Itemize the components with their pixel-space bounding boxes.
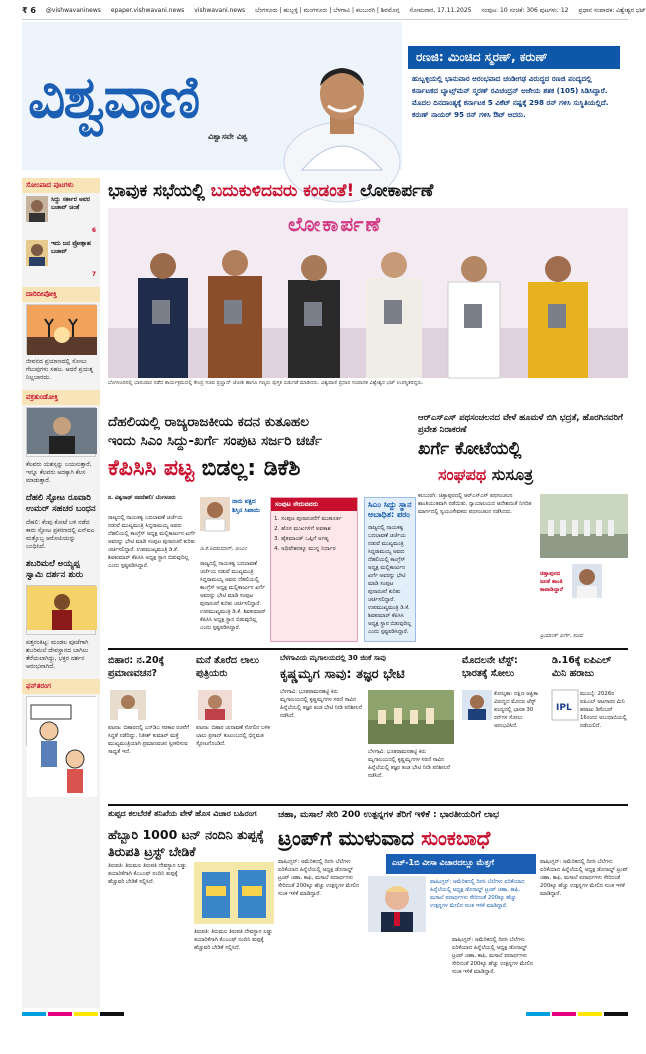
politics-main-headline[interactable] <box>108 455 408 483</box>
dks-photo <box>200 497 230 531</box>
ipl-logo <box>552 690 578 720</box>
dks-quote-attribution: ಡಿ.ಕೆ.ಶಿವಕುಮಾರ್, ಡಿಸಿಎಂ <box>200 546 248 552</box>
rss-headline-red: ಸಂಘಪಥ <box>438 465 487 484</box>
trump-kicker[interactable]: ಚಹಾ, ಮಸಾಲೆ ಸೇರಿ 200 ಉತ್ಪನ್ನಗಳ ತೆರಿಗೆ ಇಳಿಕೆ : ಭಾರತೀಯರಿಗೆ ಲಾಭ <box>278 810 500 820</box>
edition-cities: ಬೆಂಗಳೂರು | ಹುಬ್ಬಳ್ಳಿ | ಮಂಗಳೂರು | ಬೆಳಗಾವಿ | ಕಲಬುರಗಿ | ಶಿವಮೊಗ್ಗ <box>255 6 400 14</box>
test-match-headline[interactable]: ಮೊದಲನೇ ಟೆಸ್ಟ್: ಭಾರತಕ್ಕೆ ಸೋಲು <box>462 655 518 679</box>
nandini-ghee-photo <box>194 862 274 924</box>
belagavi-body-col-2: ಬೆಳಗಾವಿ: ಭೂತರಾಮನಹಟ್ಟಿ ಕಿರು ಮೃಗಾಲಯದಲ್ಲಿ ಕೃಷ್ಣಮೃಗಗಳ ಸರಣಿ ಸಾವಿನ ಹಿನ್ನೆಲೆಯಲ್ಲಿ ತಜ್ಞರ ತಂಡ ಭೇಟಿ ನೀಡಿ ಪರಿಶೀಲನೆ ನಡೆಸಿದೆ. <box>368 749 450 779</box>
sidebar-story-2-body: ಪತ್ತನಂತಿಟ್ಟ: ಮಂಡಲ ಪೂಜೆಗಾಗಿ ಶಬರಿಮಲೆ ದೇವಸ್ಥಾನದ ಬಾಗಿಲು ತೆರೆಯಲಾಗಿದ್ದು, ಭಕ್ತರ ದರ್ಶನ ಆರಂಭವಾಗಿದೆ. <box>26 639 89 670</box>
section-divider-2 <box>108 804 628 806</box>
belagavi-kicker[interactable]: ಬೆಳಗಾವಿಯ ಮೃಗಾಲಯದಲ್ಲಿ 30 ಜಿಂಕೆ ಸಾವು <box>280 654 386 662</box>
sidebar-item-2-page: 7 <box>91 271 96 278</box>
trump-body-col-3: ವಾಷಿಂಗ್ಟನ್: ಅಮೆರಿಕದಲ್ಲಿ ದಿನಸಿ ಬೆಲೆಗಳು ಏರಿಕೆಯಾದ ಹಿನ್ನೆಲೆಯಲ್ಲಿ ಅಧ್ಯಕ್ಷ ಡೊನಾಲ್ಡ್ ಟ್ರಂಪ್ ಚಹಾ, ಕಾಫಿ, ಮಸಾಲೆ ಪದಾರ್ಥಗಳು ಸೇರಿದಂತೆ 200ಕ್ಕೂ ಹೆಚ್ಚು ಉತ್ಪನ್ನಗಳ ಮೇಲಿನ ಸುಂಕ ಇಳಿಕೆ ಮಾಡಿದ್ದಾರೆ. <box>540 859 628 897</box>
blackbuck-inspection-photo <box>368 690 454 744</box>
columnist-photo-2 <box>26 240 48 266</box>
trump-photo <box>368 876 426 932</box>
test-match-body: ಕೋಲ್ಕತಾ: ದಕ್ಷಿಣ ಆಫ್ರಿಕಾ ವಿರುದ್ಧದ ಮೊದಲ ಟೆಸ್ಟ್ ಪಂದ್ಯದಲ್ಲಿ ಭಾರತ 30 ರನ್‌ಗಳ ಸೋಲು ಅನುಭವಿಸಿದೆ. <box>494 691 538 729</box>
sidebar-story-1-body: ದೆಹಲಿ: ಕೆಂಪು ಕೋಟೆ ಬಳಿ ನಡೆದ ಕಾರು ಸ್ಫೋಟ ಪ್ರಕರಣದಲ್ಲಿ ಎನ್‌ಐಎ ಮತ್ತೊಬ್ಬ ಆರೋಪಿಯನ್ನು ಬಂಧಿಸಿದೆ. <box>26 519 95 550</box>
sunset-silhouette-image <box>26 304 96 354</box>
sidebar-section-daridipokti: ದಾರಿದೀಪೋಕ್ತಿ <box>22 287 100 302</box>
rohini-photo <box>198 690 232 720</box>
sidebar-item-1-page: 6 <box>91 227 96 234</box>
rss-headline-line-2[interactable] <box>438 464 628 486</box>
politics-byline: ನ. ವಿಶ್ವನಾಥ್ ನವದೆಹಲಿ/ ಬೆಂಗಳೂರು <box>108 495 176 501</box>
sidebar-quote-2: ಕೆಲವರು ಯಶಸ್ಸನ್ನು ಬಯಸುತ್ತಾರೆ, ಇನ್ನೂ ಕೆಲವರು ಅದಕ್ಕಾಗಿ ಕೆಲಸ ಮಾಡುತ್ತಾರೆ. <box>26 461 92 484</box>
cm-post-box <box>364 497 416 642</box>
sidebar-section-vakratundokti: ವಕ್ರತುಂಡೋಕ್ತಿ <box>22 390 100 405</box>
section-divider-1 <box>108 648 628 650</box>
chief-editor: ಪ್ರಧಾನ ಸಂಪಾದಕ: ವಿಶ್ವೇಶ್ವರ ಭಟ್ <box>578 6 646 14</box>
svg-text:IPL: IPL <box>556 703 572 713</box>
trump-body-col-2: ವಾಷಿಂಗ್ಟನ್: ಅಮೆರಿಕದಲ್ಲಿ ದಿನಸಿ ಬೆಲೆಗಳು ಏರಿಕೆಯಾದ ಹಿನ್ನೆಲೆಯಲ್ಲಿ ಅಧ್ಯಕ್ಷ ಡೊನಾಲ್ಡ್ ಟ್ರಂಪ್ ಚಹಾ, ಕಾಫಿ, ಮಸಾಲೆ ಪದಾರ್ಥಗಳು ಸೇರಿದಂತೆ 200ಕ್ಕೂ ಹೆಚ್ಚು ಉತ್ಪನ್ನಗಳ ಮೇಲಿನ ಸುಂಕ ಇಳಿಕೆ ಮಾಡಿದ್ದಾರೆ. <box>452 937 533 975</box>
issue-date: ಸೋಮವಾರ, 17.11.2025 <box>409 6 472 14</box>
ghee-headline[interactable]: ಹೆಬ್ಬಾರಿ 1000 ಟನ್ ನಂದಿನಿ ತುಪ್ಪಕ್ಕೆ ತಿರುಪತಿ ಟ್ರಸ್ಟ್ ಬೇಡಿಕೆ <box>108 827 264 859</box>
politics-body-col-2: ರಾಜ್ಯದಲ್ಲಿ ನಾಯಕತ್ವ ಬದಲಾವಣೆ ಚರ್ಚೆಯ ನಡುವೆ ಮುಖ್ಯಮಂತ್ರಿ ಸಿದ್ದರಾಮಯ್ಯ ಅವರು ದೆಹಲಿಯಲ್ಲಿ ಕಾಂಗ್ರೆಸ್ ಅಧ್ಯಕ್ಷ ಮಲ್ಲಿಕಾರ್ಜುನ ಖರ್ಗೆ ಅವರನ್ನು ಭೇಟಿ ಮಾಡಿ ಸಂಪುಟ ಪುನಾರಚನೆ ಕುರಿತು ಚರ್ಚಿಸಲಿದ್ದಾರೆ. ಉಪಮುಖ್ಯಮಂತ್ರಿ ಡಿ.ಕೆ. ಶಿವಕುಮಾರ್ ಕೆಪಿಸಿಸಿ ಅಧ್ಯಕ್ಷ ಸ್ಥಾನ ಬಿಡುವುದಿಲ್ಲ ಎಂದು ಸ್ಪಷ್ಟಪಡಿಸಿದ್ದಾರೆ. <box>200 561 266 631</box>
bihar-headline[interactable]: ಬಿಹಾರ: ನ.20ಕ್ಕೆ ಪ್ರಮಾಣವಚನ? <box>108 655 165 679</box>
trump-body-col-1: ವಾಷಿಂಗ್ಟನ್: ಅಮೆರಿಕದಲ್ಲಿ ದಿನಸಿ ಬೆಲೆಗಳು ಏರಿಕೆಯಾದ ಹಿನ್ನೆಲೆಯಲ್ಲಿ ಅಧ್ಯಕ್ಷ ಡೊನಾಲ್ಡ್ ಟ್ರಂಪ್ ಚಹಾ, ಕಾಫಿ, ಮಸಾಲೆ ಪದಾರ್ಥಗಳು ಸೇರಿದಂತೆ 200ಕ್ಕೂ ಹೆಚ್ಚು ಉತ್ಪನ್ನಗಳ ಮೇಲಿನ ಸುಂಕ ಇಳಿಕೆ ಮಾಡಿದ್ದಾರೆ. <box>278 859 359 897</box>
newspaper-logo[interactable]: ವಿಶ್ವವಾಣಿ <box>28 63 199 131</box>
lalu-body: ಪಟನಾ: ಬಿಹಾರ ಚುನಾವಣೆ ಸೋಲಿನ ಬಳಿಕ ಲಾಲು ಪ್ರಸಾದ್ ಕುಟುಂಬದಲ್ಲಿ ಭಿನ್ನಮತ ಸ್ಫೋಟಗೊಂಡಿದೆ. <box>196 725 270 747</box>
keypoints-heading: ಸಂಪುಟ ಸೇರುವವರು <box>271 498 357 511</box>
cartoon-image <box>26 696 96 746</box>
rss-side-quote-attribution: ಪ್ರಿಯಾಂಕ್ ಖರ್ಗೆ, ಸಚಿವ <box>540 633 583 639</box>
left-sidebar <box>22 178 100 1008</box>
cm-post-headline[interactable]: ಸಿಎಂ ಸಿದ್ದು ಸ್ಥಾನ ಅಬಾಧಿತ: ಪರಂ <box>368 500 412 519</box>
cabinet-keypoints-box <box>270 497 358 642</box>
politics-main-headline-red: ಕೆಪಿಸಿಸಿ ಪಟ್ಟ <box>108 456 202 481</box>
trump-headline[interactable] <box>278 824 628 852</box>
book-launch-photo <box>108 208 628 378</box>
ipl-headline[interactable]: ಡಿ.16ಕ್ಕೆ ಐಪಿಎಲ್ ಮಿನಿ ಹರಾಜು <box>552 655 612 679</box>
politics-main-headline-black: ಬಿಡಲ್ಲ: ಡಿಕೆಶಿ <box>201 456 301 481</box>
nitish-photo <box>110 690 146 720</box>
lalu-headline[interactable]: ಮನೆ ತೊರೆದ ಲಾಲು ಪುತ್ರಿಯರು <box>196 655 260 679</box>
sidebar-section-funtaranga: ಫನ್‌ತರಂಗ <box>22 679 100 694</box>
rss-kicker[interactable]: ಆರ್‌ಎಸ್‌ಎಸ್ ಪಥಸಂಚಲನದ ವೇಳೆ ಹೂಮಳೆ ಬಿಗಿ ಭದ್ರತೆ, ಹೊರಗಿನವರಿಗೆ ಪ್ರವೇಶ ನಿರಾಕರಣೆ <box>418 413 623 435</box>
ranaji-story-box[interactable] <box>408 46 620 162</box>
sidebar-story-1-headline[interactable]: ದೆಹಲಿ ಸ್ಫೋಟ ರೂವಾರಿ ಉಮರ್ ಸಹಚರ ಬಂಧನ <box>26 493 96 514</box>
trump-headline-black: ಟ್ರಂಪ್‌ಗೆ ಮುಳುವಾದ <box>278 826 422 850</box>
ghee-kicker[interactable]: ತುಪ್ಪದ ಕಲಬೆರಕೆ ತನಿಖೆಯ ವೇಳೆ ಹೊಸ ವಿಚಾರ ಬಹಿರಂಗ <box>108 809 257 818</box>
belagavi-headline[interactable]: ಕೃಷ್ಣಮೃಗ ಸಾವು: ತಜ್ಞರ ಭೇಟಿ <box>280 667 405 682</box>
trump-headline-red: ಸುಂಕಬಾಧೆ <box>421 826 491 850</box>
ipl-body: ಮುಂಬೈ: 2026ರ ಐಪಿಎಲ್ ಆಟಗಾರರ ಮಿನಿ ಹರಾಜು ಡಿಸೆಂಬರ್ 16ರಂದು ಅಬುಧಾಬಿಯಲ್ಲಿ ನಡೆಯಲಿದೆ. <box>580 691 627 729</box>
cm-post-body: ರಾಜ್ಯದಲ್ಲಿ ನಾಯಕತ್ವ ಬದಲಾವಣೆ ಚರ್ಚೆಯ ನಡುವೆ ಮುಖ್ಯಮಂತ್ರಿ ಸಿದ್ದರಾಮಯ್ಯ ಅವರು ದೆಹಲಿಯಲ್ಲಿ ಕಾಂಗ್ರೆಸ್ ಅಧ್ಯಕ್ಷ ಮಲ್ಲಿಕಾರ್ಜುನ ಖರ್ಗೆ ಅವರನ್ನು ಭೇಟಿ ಮಾಡಿ ಸಂಪುಟ ಪುನಾರಚನೆ ಕುರಿತು ಚರ್ಚಿಸಲಿದ್ದಾರೆ. ಉಪಮುಖ್ಯಮಂತ್ರಿ ಡಿ.ಕೆ. ಶಿವಕುಮಾರ್ ಕೆಪಿಸಿಸಿ ಅಧ್ಯಕ್ಷ ಸ್ಥಾನ ಬಿಡುವುದಿಲ್ಲ ಎಂದು ಸ್ಪಷ್ಟಪಡಿಸಿದ್ದಾರೆ. <box>368 525 412 635</box>
columnist-photo-1 <box>26 196 48 222</box>
thinking-man-image <box>26 407 96 457</box>
priyank-photo <box>572 564 602 598</box>
belagavi-body: ಬೆಳಗಾವಿ: ಭೂತರಾಮನಹಟ್ಟಿ ಕಿರು ಮೃಗಾಲಯದಲ್ಲಿ ಕೃಷ್ಣಮೃಗಗಳ ಸರಣಿ ಸಾವಿನ ಹಿನ್ನೆಲೆಯಲ್ಲಿ ತಜ್ಞರ ತಂಡ ಭೇಟಿ ನೀಡಿ ಪರಿಶೀಲನೆ ನಡೆಸಿದೆ. <box>280 689 362 719</box>
top-info-bar <box>22 2 646 20</box>
politics-headline-2[interactable]: ಇಂದು ಸಿಎಂ ಸಿದ್ದು-ಖರ್ಗೆ ಸಂಪುಟ ಸರ್ಜರಿ ಚರ್ಚೆ <box>108 433 323 449</box>
price-label: ₹ 6 <box>22 6 36 15</box>
ghee-body-col-2: ತಿರುಪತಿ: ತಿರುಮಲ ತಿರುಪತಿ ದೇವಸ್ಥಾನ ಲಡ್ಡು ತಯಾರಿಕೆಗಾಗಿ ಕೆಎಂಎಫ್ ನಂದಿನಿ ತುಪ್ಪಕ್ಕೆ ಹೆಚ್ಚುವರಿ ಬೇಡಿಕೆ ಸಲ್ಲಿಸಿದೆ. <box>194 929 273 951</box>
sidebar-section-pages: ಸೋಂಪಾದ ಪುಟಗಳು <box>22 178 100 193</box>
lead-headline-part-2: ಬದುಕುಳಿದವರು ಕಂಡಂತೆ! <box>210 181 355 201</box>
sidebar-quote-1: ಜೀವನದ ಪ್ರಯಾಣದಲ್ಲಿ ಸೋಲು ಗೆಲುವುಗಳು ಸಹಜ. ಆದರೆ ಪ್ರಯತ್ನ ನಿಲ್ಲಬಾರದು. <box>26 358 94 381</box>
launch-banner-text: ಲೋಕಾರ್ಪಣೆ <box>288 212 383 236</box>
print-color-bar <box>22 1012 628 1018</box>
rss-headline-line-1[interactable]: ಖರ್ಗೆ ಕೋಟೆಯಲ್ಲಿ <box>418 439 522 459</box>
dks-quote: ನಾನು ಪಕ್ಷದ ಶಿಸ್ತಿನ ಸಿಪಾಯಿ <box>232 498 261 514</box>
h1b-body: ವಾಷಿಂಗ್ಟನ್: ಅಮೆರಿಕದಲ್ಲಿ ದಿನಸಿ ಬೆಲೆಗಳು ಏರಿಕೆಯಾದ ಹಿನ್ನೆಲೆಯಲ್ಲಿ ಅಧ್ಯಕ್ಷ ಡೊನಾಲ್ಡ್ ಟ್ರಂಪ್ ಚಹಾ, ಕಾಫಿ, ಮಸಾಲೆ ಪದಾರ್ಥಗಳು ಸೇರಿದಂತೆ 200ಕ್ಕೂ ಹೆಚ್ಚು ಉತ್ಪನ್ನಗಳ ಮೇಲಿನ ಸುಂಕ ಇಳಿಕೆ ಮಾಡಿದ್ದಾರೆ. <box>430 879 525 909</box>
cricketer-photo <box>462 690 492 720</box>
keypoints-list: 1. ಸಂಪುಟ ಪುನಾರಚನೆಗೆ ಮುಹೂರ್ತ 2. ಹೊಸ ಮುಖಗಳಿಗೆ ಅವಕಾಶ 3. ಹೈಕಮಾಂಡ್ ಒಪ್ಪಿಗೆ ಅಗತ್ಯ 4. ಅಧಿವೇಶನಕ್ಕೂ ಮುನ್ನ ನಿರ್ಧಾರ <box>274 516 342 552</box>
politics-body-col-1: ರಾಜ್ಯದಲ್ಲಿ ನಾಯಕತ್ವ ಬದಲಾವಣೆ ಚರ್ಚೆಯ ನಡುವೆ ಮುಖ್ಯಮಂತ್ರಿ ಸಿದ್ದರಾಮಯ್ಯ ಅವರು ದೆಹಲಿಯಲ್ಲಿ ಕಾಂಗ್ರೆಸ್ ಅಧ್ಯಕ್ಷ ಮಲ್ಲಿಕಾರ್ಜುನ ಖರ್ಗೆ ಅವರನ್ನು ಭೇಟಿ ಮಾಡಿ ಸಂಪುಟ ಪುನಾರಚನೆ ಕುರಿತು ಚರ್ಚಿಸಲಿದ್ದಾರೆ. ಉಪಮುಖ್ಯಮಂತ್ರಿ ಡಿ.ಕೆ. ಶಿವಕುಮಾರ್ ಕೆಪಿಸಿಸಿ ಅಧ್ಯಕ್ಷ ಸ್ಥಾನ ಬಿಡುವುದಿಲ್ಲ ಎಂದು ಸ್ಪಷ್ಟಪಡಿಸಿದ್ದಾರೆ. <box>108 515 196 569</box>
lead-headline-part-3: ಲೋಕಾರ್ಪಣೆ <box>354 181 434 201</box>
ayyappa-image <box>26 585 96 635</box>
politics-headline-1[interactable]: ದೆಹಲಿಯಲ್ಲಿ ರಾಜ್ಯರಾಜಕೀಯ ಕದನ ಕುತೂಹಲ <box>108 414 310 430</box>
ranaji-body: ಹುಬ್ಬಳ್ಳಿಯಲ್ಲಿ ಭಾನುವಾರ ಆರಂಭವಾದ ಚಂಡೀಗಢ ವಿರುದ್ಧದ ರಣಜಿ ಪಂದ್ಯದಲ್ಲಿ ಕರ್ನಾಟಕದ ಬ್ಯಾಟ್ಸ್‌ಮನ್ ಸ್ಮರಣ್ ರವಿಚಂದ್ರನ್ ಅಜೇಯ ಶತಕ (105) ಸಿಡಿಸಿದ್ದಾರೆ. ಮೊದಲ ದಿನದಾಂತ್ಯಕ್ಕೆ ಕರ್ನಾಟಕ 5 ವಿಕೆಟ್ ನಷ್ಟಕ್ಕೆ 298 ರನ್ ಗಳಿಸಿ ಸುಸ್ಥಿತಿಯಲ್ಲಿದೆ. ಕರುಣ್ ನಾಯರ್ 95 ರನ್ ಗಳಿಸಿ ಔಟ್ ಆದರು. <box>412 74 609 119</box>
h1b-banner[interactable]: ಎಚ್-1ಬಿ ವೀಸಾ ವಿಚಾರದಲ್ಲೂ ಮೆತ್ತಗೆ <box>386 854 536 874</box>
rss-headline-black: ಸುಸೂತ್ರ <box>486 465 534 484</box>
issue-volume: ಸಂಪುಟ: 10 ಸಂಚಿಕೆ: 306 ಪುಟಗಳು: 12 <box>481 6 569 14</box>
website-link[interactable]: vishwavani.news <box>194 7 246 14</box>
epaper-link[interactable]: epaper.vishwavani.news <box>110 7 185 14</box>
rss-march-photo <box>540 494 628 558</box>
rss-side-quote: ಚಿತ್ತಾಪುರದ ಜನತೆ ಶಾಂತಿ ಕಾಪಾಡಿದ್ದಾರೆ <box>540 571 563 593</box>
cricketer-portrait-image <box>282 52 402 170</box>
lead-headline[interactable] <box>108 176 628 206</box>
sidebar-item-1[interactable]: ಸಿದ್ದು ಸರ್ಕಾರ ಅವರ ಬಚಾವ್ ಚಿಂತೆ <box>51 196 90 211</box>
bihar-body: ಪಟನಾ: ಬಿಹಾರದಲ್ಲಿ ಎನ್‌ಡಿಎ ಸರಕಾರ ರಚನೆಗೆ ಸಿದ್ಧತೆ ನಡೆದಿದ್ದು, ನಿತೀಶ್ ಕುಮಾರ್ ಮತ್ತೆ ಮುಖ್ಯಮಂತ್ರಿಯಾಗಿ ಪ್ರಮಾಣವಚನ ಸ್ವೀಕರಿಸುವ ಸಾಧ್ಯತೆ ಇದೆ. <box>108 725 190 755</box>
logo-tagline: ವಿಶ್ವಾಸವೇ ವಿಶ್ವ <box>208 132 248 141</box>
ranaji-headline[interactable]: ರಣಜಿ: ಮಿಂಚಿದ ಸ್ಮರಣ್, ಕರುಣ್ <box>408 46 620 69</box>
social-handle[interactable]: @vishwavaninews <box>45 7 101 14</box>
launch-photo-caption: ಬೆಂಗಳೂರಿನಲ್ಲಿ ಭಾನುವಾರ ನಡೆದ ಕಾರ್ಯಕ್ರಮದಲ್ಲಿ ಕೇಂದ್ರ ಸಚಿವ ಪ್ರಲ್ಹಾದ್ ಜೋಶಿ ಹಾಗೂ ಗಣ್ಯರು ಪುಸ್ತಕ ಬಿಡುಗಡೆ ಮಾಡಿದರು. ವಿಶ್ವವಾಣಿ ಪ್ರಧಾನ ಸಂಪಾದಕ ವಿಶ್ವೇಶ್ವರ ಭಟ್ ಉಪಸ್ಥಿತರಿದ್ದರು. <box>108 380 424 386</box>
sidebar-story-2-headline[interactable]: ಶಬರಿಮಲೆ ಅಯ್ಯಪ್ಪ ಸ್ವಾಮಿ ದರ್ಶನ ಶುರು <box>26 559 83 580</box>
lead-headline-part-1: ಭಾವುಕ ಸಭೆಯಲ್ಲಿ <box>108 181 211 201</box>
ghee-body-col-1: ತಿರುಪತಿ: ತಿರುಮಲ ತಿರುಪತಿ ದೇವಸ್ಥಾನ ಲಡ್ಡು ತಯಾರಿಕೆಗಾಗಿ ಕೆಎಂಎಫ್ ನಂದಿನಿ ತುಪ್ಪಕ್ಕೆ ಹೆಚ್ಚುವರಿ ಬೇಡಿಕೆ ಸಲ್ಲಿಸಿದೆ. <box>108 863 187 885</box>
sidebar-item-2[interactable]: ಇದು ಜನ ಪ್ರೋತ್ಸಾಹ ಬಚಾವ್ <box>51 240 91 255</box>
rss-body-col-1: ಕಲಬುರಗಿ: ಚಿತ್ತಾಪುರದಲ್ಲಿ ಆರ್‌ಎಸ್‌ಎಸ್ ಪಥಸಂಚಲನ ಶಾಂತಿಯುತವಾಗಿ ನಡೆಯಿತು. ನ್ಯಾಯಾಲಯದ ಆದೇಶದಂತೆ ನಿಗದಿತ ಮಾರ್ಗದಲ್ಲಿ ಸ್ವಯಂಸೇವಕರು ಪಥಸಂಚಲನ ನಡೆಸಿದರು. <box>418 493 532 515</box>
